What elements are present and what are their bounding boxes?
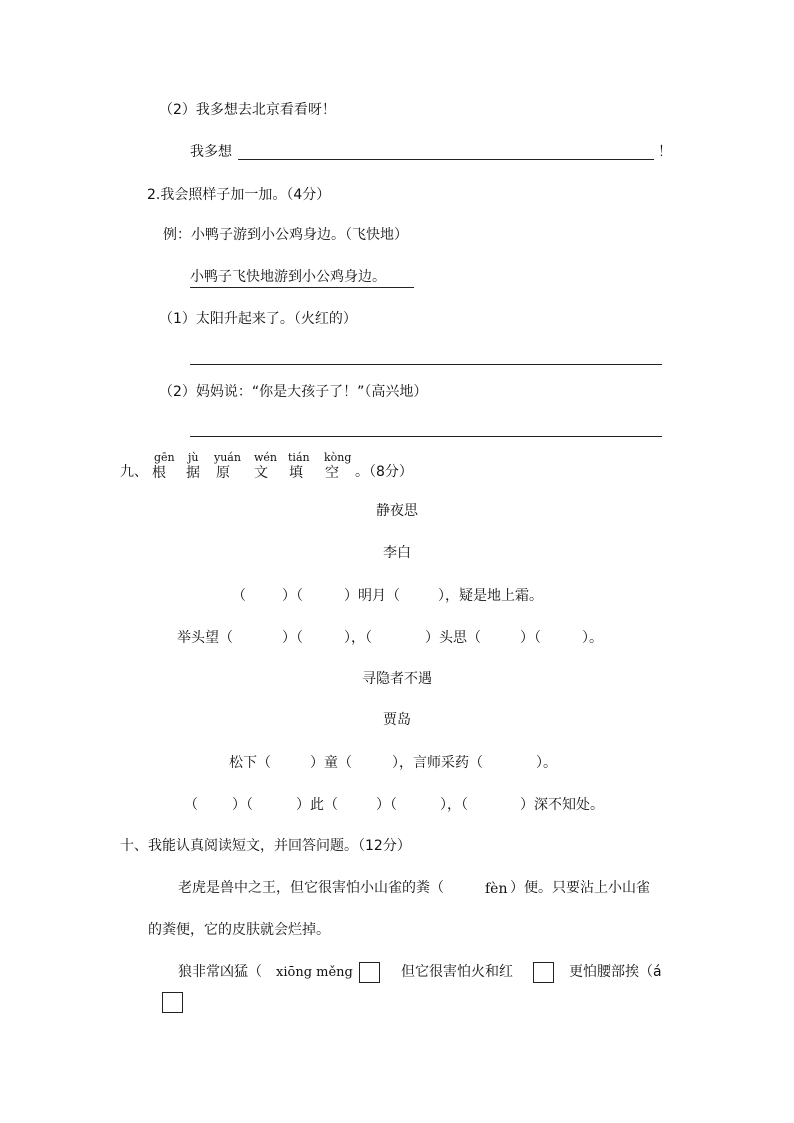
poem1-l1-seg3: ）明月（ xyxy=(344,588,400,604)
q2-example-underline xyxy=(190,287,414,288)
poem2-l2-seg5: ），（ xyxy=(440,797,468,813)
q2-example-label: 例：小鸭子游到小公鸡身边。（飞快地） xyxy=(163,227,408,243)
answer-box[interactable] xyxy=(533,962,554,983)
sec10-para2-a: 狼非常凶猛（ xyxy=(178,964,262,980)
sec10-para2-c: 更怕腰部挨（á xyxy=(569,964,662,980)
poem2-l2-seg4: ）（ xyxy=(376,797,397,813)
sec10-heading: 十、我能认真阅读短文，并回答问题。（12分） xyxy=(120,838,411,854)
q1-2-answer-suffix: ！ xyxy=(658,144,672,160)
q2-item-1-answer-line[interactable] xyxy=(190,364,662,365)
poem1-l2-seg1: 举头望（ xyxy=(177,630,233,646)
poem2-l2-seg2: ）（ xyxy=(232,797,253,813)
poem2-l1-seg2: ）童（ xyxy=(310,755,352,771)
poem2-l2-seg6: ）深不知处。 xyxy=(520,797,604,813)
sec9-pinyin-1: gēn xyxy=(154,451,175,464)
q2-example-answer: 小鸭子飞快地游到小公鸡身边。 xyxy=(190,269,386,285)
poem1-author: 李白 xyxy=(383,545,411,561)
sec9-pinyin-2: jù xyxy=(188,451,199,464)
answer-box[interactable] xyxy=(359,962,380,983)
sec9-char-2: 据 xyxy=(186,465,200,481)
sec9-tail: 。（8分） xyxy=(355,464,413,480)
poem1-l1-seg2: ）（ xyxy=(282,588,303,604)
poem2-title: 寻隐者不遇 xyxy=(362,671,432,687)
poem2-l1-seg1: 松下（ xyxy=(229,755,271,771)
poem2-author: 贾岛 xyxy=(383,712,411,728)
poem2-l2-seg3: ）此（ xyxy=(296,797,338,813)
sec10-para2-b: 但它很害怕火和红 xyxy=(401,964,513,980)
sec10-para1-pinyin: fèn xyxy=(485,881,508,897)
sec10-para1-line2: 的粪便，它的皮肤就会烂掉。 xyxy=(148,922,330,938)
poem1-l1-seg1: （ xyxy=(232,588,246,604)
poem1-title: 静夜思 xyxy=(376,503,418,519)
q2-heading: 2.我会照样子加一加。（4分） xyxy=(147,187,331,203)
sec9-pinyin-6: kòng xyxy=(324,451,352,464)
sec9-char-3: 原 xyxy=(216,465,230,481)
poem1-l2-seg3: ），（ xyxy=(344,630,372,646)
answer-box[interactable] xyxy=(162,992,183,1013)
q2-item-1: （1）太阳升起来了。（火红的） xyxy=(159,311,357,327)
sec9-char-4: 文 xyxy=(254,465,268,481)
q2-item-2-answer-line[interactable] xyxy=(190,436,662,437)
poem2-l2-seg1: （ xyxy=(184,797,198,813)
poem2-l1-seg4: ）。 xyxy=(536,755,557,771)
poem1-l2-seg2: ）（ xyxy=(282,630,303,646)
poem1-l2-seg5: ）（ xyxy=(520,630,541,646)
sec10-para1-a: 老虎是兽中之王，但它很害怕小山雀的粪（ xyxy=(178,880,444,896)
q1-2-answer-line[interactable] xyxy=(238,159,654,160)
sec9-pinyin-4: wén xyxy=(254,451,278,464)
poem1-l2-seg6: ）。 xyxy=(582,630,603,646)
q1-2-prompt: （2）我多想去北京看看呀！ xyxy=(159,102,336,118)
sec9-char-6: 空 xyxy=(325,465,339,481)
poem2-l1-seg3: ），言师采药（ xyxy=(392,755,483,771)
poem1-l1-seg4: ），疑是地上霜。 xyxy=(438,588,543,604)
sec10-para2-pinyin: xiōng měng xyxy=(276,965,353,980)
sec10-para1-b: ）便。只要沾上小山雀 xyxy=(510,880,650,896)
sec9-pinyin-3: yuán xyxy=(214,451,241,464)
sec9-char-1: 根 xyxy=(152,465,166,481)
q1-2-answer-prefix: 我多想 xyxy=(190,144,232,160)
poem1-l2-seg4: ）头思（ xyxy=(425,630,481,646)
sec9-pinyin-5: tián xyxy=(288,451,310,464)
sec9-number: 九、 xyxy=(120,464,148,480)
q2-item-2: （2）妈妈说：“你是大孩子了！”（高兴地） xyxy=(159,384,428,400)
sec9-char-5: 填 xyxy=(289,465,303,481)
